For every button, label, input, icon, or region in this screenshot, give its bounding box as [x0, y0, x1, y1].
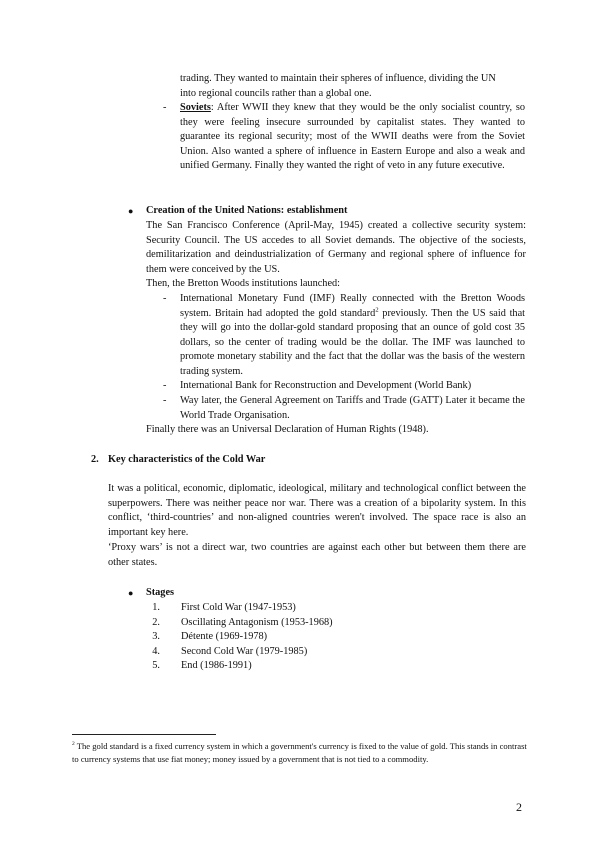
- list-item: [146, 659, 446, 674]
- list-text: Oscillating Antagonism (1953-1968): [181, 616, 333, 628]
- soviets-text: : After WWII they knew that they would be the only socialist country, so they were feeling insecure surrounded by capitalist states. They wanted to guarantee its regional security; most of the WWII deaths were from the Soviet Union. Also wanted a sphere of influence in Eastern Europe and also a weak and unified Germany. Finally they wanted the right of veto in any future executive.: [180, 102, 525, 172]
- list-item: [146, 601, 446, 616]
- gatt-item: [163, 394, 525, 423]
- list-text: Détente (1969-1978): [181, 631, 268, 643]
- world-bank-text: International Bank for Reconstruction and Development (World Bank): [180, 380, 472, 391]
- bullet-icon: ●: [128, 206, 134, 216]
- footnote: [72, 740, 527, 765]
- list-number: 4.: [152, 645, 160, 657]
- section2-paragraph-2: ‘Proxy wars’ is not a direct war, two countries are against each other but between them there are other states.: [108, 542, 526, 568]
- text-line: trading. They wanted to maintain their spheres of influence, dividing the UN: [180, 73, 496, 84]
- creation-heading: Creation of the United Nations: establishment: [146, 205, 348, 216]
- list-text: End (1986-1991): [181, 660, 252, 672]
- footnote-ref: 2: [375, 306, 379, 314]
- stages-heading: Stages: [146, 587, 175, 598]
- dash-marker: -: [163, 293, 167, 304]
- stages-list: [146, 601, 446, 674]
- dash-marker: -: [163, 395, 167, 406]
- section2-paragraph-1: It was a political, economic, diplomatic, ideological, military and technological conflict between the superpowers. There was neither peace nor war. There was a creation of a bipolarity system. In this conflict, ‘third-countries’ and non-aligned countries weren't involved. The space race is also an important key here.: [108, 483, 526, 538]
- dash-marker: -: [163, 102, 167, 113]
- soviets-label: Soviets: [180, 102, 211, 113]
- list-number: 2.: [152, 616, 160, 628]
- bullet-icon: ●: [128, 588, 134, 598]
- list-item: [146, 616, 446, 631]
- list-number: 5.: [152, 660, 160, 672]
- imf-text-pre: International Monetary Fund (IMF) Really connected with the Bretton Woods system. Britain had adopted the gold standard: [180, 293, 525, 319]
- section-number: 2.: [91, 454, 99, 465]
- gatt-text: Way later, the General Agreement on Tariffs and Trade (GATT) Later it became the World Trade Organisation.: [180, 395, 525, 421]
- dash-marker: -: [163, 380, 167, 391]
- section-title: Key characteristics of the Cold War: [108, 454, 266, 465]
- footnote-separator: [72, 734, 216, 735]
- list-text: Second Cold War (1979-1985): [181, 645, 308, 657]
- list-item: [146, 630, 446, 645]
- udhr-line: Finally there was an Universal Declaration of Human Rights (1948).: [146, 424, 429, 435]
- imf-item: [163, 292, 526, 380]
- top-continuation: [180, 72, 525, 101]
- imf-text-post: previously. Then the US said that they will go into the dollar-gold standard proposing that an ounce of gold cost 35 dollars, so the center of trading would be the dollar. The IMF was launched to promote monetary stability and the fact that the dollar was the basis of the western trading system.: [180, 307, 526, 377]
- page-number: 2: [516, 800, 522, 814]
- soviets-item: [163, 101, 525, 174]
- list-text: First Cold War (1947-1953): [181, 602, 296, 613]
- list-number: 3.: [152, 631, 160, 643]
- footnote-text: The gold standard is a fixed currency system in which a government's currency is fixed to the value of gold. This stands in contrast to currency systems that use fiat money; money issued by a government that is not tied to a commodity.: [72, 741, 527, 764]
- text-line: into regional councils rather than a global one.: [180, 87, 372, 99]
- bretton-intro: Then, the Bretton Woods institutions launched:: [146, 278, 341, 289]
- list-number: 1.: [152, 602, 160, 613]
- creation-paragraph: The San Francisco Conference (April-May, 1945) created a collective security system: Security Council. The US accedes to all Soviet demands. The objective of the sociests, demilitarization and deindustrialization of Germany and regional sphere of influence for them were conceived by the US.: [146, 220, 526, 275]
- world-bank-item: [163, 379, 525, 394]
- list-item: [146, 645, 446, 660]
- footnote-marker: 2: [72, 741, 75, 748]
